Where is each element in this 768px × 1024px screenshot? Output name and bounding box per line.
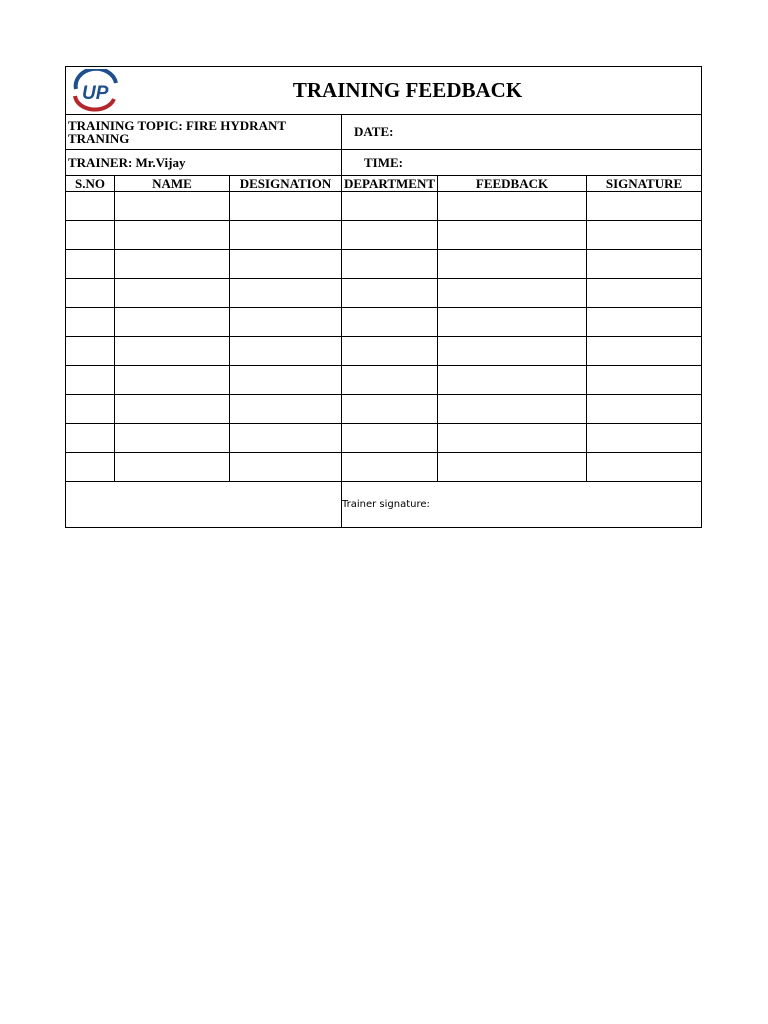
table-cell: [587, 221, 702, 250]
table-header: [66, 176, 702, 192]
table-cell: [66, 192, 115, 221]
table-cell: [342, 337, 438, 366]
table-cell: [342, 192, 438, 221]
table-cell: [115, 395, 230, 424]
table-cell: [115, 424, 230, 453]
table-cell: [230, 395, 342, 424]
table-cell: [66, 453, 115, 482]
table-cell: [587, 192, 702, 221]
table-cell: [66, 424, 115, 453]
trainer-signature-label: Trainer signature:: [342, 482, 702, 528]
table-cell: [587, 424, 702, 453]
table-cell: [342, 453, 438, 482]
table-cell: [230, 192, 342, 221]
table-row: [66, 424, 702, 453]
table-cell: [342, 250, 438, 279]
date-label: DATE:: [342, 115, 702, 150]
table-cell: [587, 395, 702, 424]
footer-blank-cell: [66, 482, 342, 528]
table-cell: [587, 279, 702, 308]
table-cell: [438, 424, 587, 453]
table-cell: [438, 250, 587, 279]
table-row: [66, 221, 702, 250]
table-cell: [342, 221, 438, 250]
table-cell: [115, 337, 230, 366]
column-header: DESIGNATION: [230, 176, 342, 192]
table-cell: [587, 250, 702, 279]
table-cell: [230, 308, 342, 337]
table-cell: [230, 424, 342, 453]
trainer-name: TRAINER: Mr.Vijay: [66, 150, 342, 176]
table-cell: [230, 250, 342, 279]
table-cell: [230, 366, 342, 395]
table-cell: [342, 279, 438, 308]
table-cell: [342, 308, 438, 337]
table-cell: [66, 308, 115, 337]
table-cell: [438, 453, 587, 482]
table-cell: [438, 366, 587, 395]
column-header: DEPARTMENT: [342, 176, 438, 192]
form-title: TRAINING FEEDBACK: [292, 78, 523, 102]
table-row: [66, 453, 702, 482]
table-cell: [66, 250, 115, 279]
column-header: FEEDBACK: [438, 176, 587, 192]
table-cell: [438, 279, 587, 308]
table-cell: [230, 337, 342, 366]
table-cell: [587, 453, 702, 482]
table-cell: [438, 308, 587, 337]
time-label: TIME:: [342, 150, 702, 176]
table-row: [66, 279, 702, 308]
table-cell: [115, 221, 230, 250]
table-cell: [66, 221, 115, 250]
table-cell: [438, 337, 587, 366]
table-cell: [230, 453, 342, 482]
table-cell: [342, 424, 438, 453]
column-header: NAME: [115, 176, 230, 192]
table-cell: [66, 366, 115, 395]
table-cell: [115, 279, 230, 308]
table-cell: [438, 192, 587, 221]
table-cell: [438, 221, 587, 250]
table-row: [66, 250, 702, 279]
training-feedback-form: [65, 66, 702, 528]
table-cell: [438, 395, 587, 424]
table-cell: [230, 221, 342, 250]
table-cell: [115, 308, 230, 337]
table-cell: [342, 395, 438, 424]
table-cell: [115, 453, 230, 482]
company-logo: [70, 69, 120, 112]
table-row: [66, 366, 702, 395]
table-row: [66, 192, 702, 221]
table-row: [66, 395, 702, 424]
form-header: [66, 67, 702, 115]
column-header: S.NO: [66, 176, 115, 192]
table-cell: [66, 337, 115, 366]
table-cell: [66, 395, 115, 424]
training-topic: TRAINING TOPIC: FIRE HYDRANT TRANING: [66, 115, 342, 150]
table-cell: [587, 366, 702, 395]
table-row: [66, 337, 702, 366]
table-cell: [587, 337, 702, 366]
table-cell: [342, 366, 438, 395]
table-row: [66, 308, 702, 337]
table-cell: [115, 192, 230, 221]
column-header: SIGNATURE: [587, 176, 702, 192]
table-cell: [115, 366, 230, 395]
logo-text: UP: [82, 83, 109, 104]
table-cell: [230, 279, 342, 308]
table-cell: [66, 279, 115, 308]
table-cell: [587, 308, 702, 337]
table-cell: [115, 250, 230, 279]
